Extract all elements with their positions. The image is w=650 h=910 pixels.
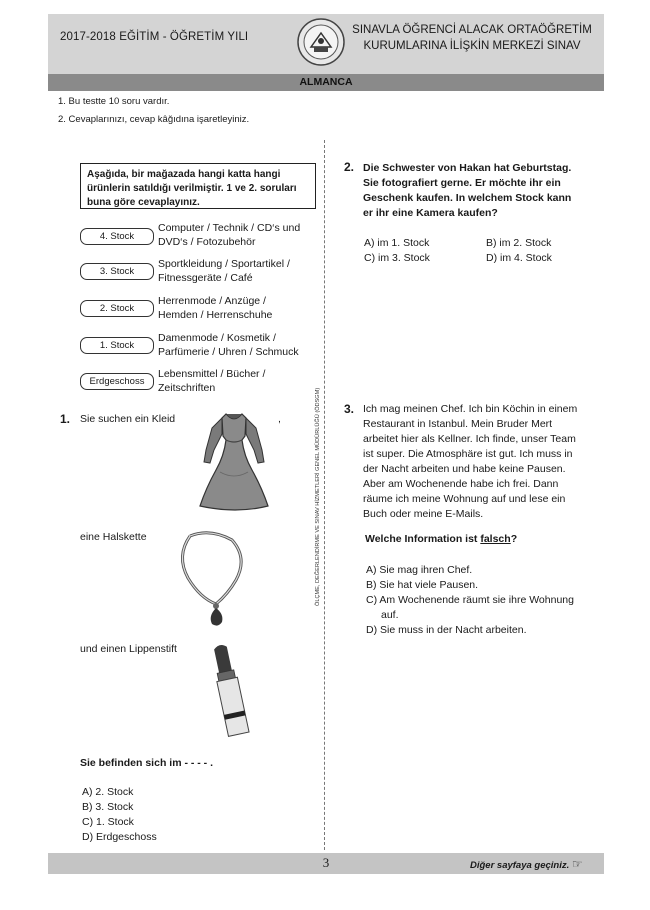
q3-passage-line7: räume ich meine Wohnung auf und lese ein bbox=[363, 493, 566, 505]
q3-option-b[interactable]: B) Sie hat viele Pausen. bbox=[366, 579, 479, 591]
q1-option-d[interactable]: D) Erdgeschoss bbox=[82, 831, 157, 843]
floor-label-4: 4. Stock bbox=[80, 228, 154, 245]
ministry-logo-icon bbox=[296, 17, 346, 67]
floor-items-ground-line1: Lebensmittel / Bücher / bbox=[158, 368, 266, 380]
q3-passage-line4: ist super. Die Atmosphäre ist gut. Ich muss in bbox=[363, 448, 573, 460]
q2-stem-line4: er ihr eine Kamera kaufen? bbox=[363, 207, 498, 219]
q3-question-suffix: ? bbox=[510, 533, 518, 545]
q3-passage-line2: Restaurant in Istanbul. Mein Bruder Mert bbox=[363, 418, 553, 430]
lead-box: Aşağıda, bir mağazada hangi katta hangi ürünlerin satıldığı verilmiştir. 1 ve 2. soruları buna göre cevaplayınız. bbox=[80, 163, 316, 209]
floor-label-ground: Erdgeschoss bbox=[80, 373, 154, 390]
q3-passage-line1: Ich mag meinen Chef. Ich bin Köchin in einem bbox=[363, 403, 578, 415]
q3-number: 3. bbox=[344, 402, 355, 416]
floor-items-2 bbox=[158, 294, 320, 322]
q2-stem-line3: Geschenk kaufen. In welchem Stock kann bbox=[363, 192, 572, 204]
q3-passage-line5: der Nacht arbeiten und habe keine Pausen. bbox=[363, 463, 566, 475]
instruction-1: 1. Bu testte 10 soru vardır. bbox=[58, 96, 170, 107]
floor-label-2: 2. Stock bbox=[80, 300, 154, 317]
q2-option-b[interactable]: B) im 2. Stock bbox=[486, 237, 552, 249]
q3-question-prefix: Welche Information ist bbox=[365, 533, 481, 545]
exam-title bbox=[352, 22, 592, 54]
floor-items-1-line1: Damenmode / Kosmetik / bbox=[158, 332, 276, 344]
subject-title: ALMANCA bbox=[299, 76, 353, 88]
q1-question: Sie befinden sich im - - - - . bbox=[80, 757, 214, 769]
next-page-text: Diğer sayfaya geçiniz. bbox=[470, 860, 570, 871]
q3-passage-line8: Buch oder meine E-Mails. bbox=[363, 508, 484, 520]
q3-question bbox=[365, 532, 517, 547]
necklace-icon bbox=[170, 528, 260, 628]
exam-year: 2017-2018 EĞİTİM - ÖĞRETİM YILI bbox=[60, 31, 249, 43]
q3-option-c[interactable]: C) Am Wochenende räumt sie ihre Wohnung bbox=[366, 594, 574, 606]
q2-option-c[interactable]: C) im 3. Stock bbox=[364, 252, 430, 264]
next-page-note bbox=[470, 857, 583, 871]
floor-items-1 bbox=[158, 331, 320, 359]
floor-items-2-line2: Hemden / Herrenschuhe bbox=[158, 309, 273, 321]
floor-items-2-line1: Herrenmode / Anzüge / bbox=[158, 295, 266, 307]
page-number: 3 bbox=[322, 855, 330, 870]
dress-icon bbox=[196, 410, 272, 514]
floor-label-3: 3. Stock bbox=[80, 263, 154, 280]
q2-number: 2. bbox=[344, 160, 355, 174]
floor-items-3-line1: Sportkleidung / Sportartikel / bbox=[158, 258, 290, 270]
q3-passage-line3: arbeitet hier als Kellner. Ich finde, unser Team bbox=[363, 433, 576, 445]
floor-items-4-line2: DVD‘s / Fotozubehör bbox=[158, 236, 256, 248]
q1-text-lippenstift: und einen Lippenstift bbox=[80, 643, 177, 655]
floor-items-4-line1: Computer / Technik / CD‘s und bbox=[158, 222, 301, 234]
floor-items-3-line2: Fitnessgeräte / Café bbox=[158, 272, 253, 284]
vertical-footer bbox=[307, 360, 325, 610]
q1-option-b[interactable]: B) 3. Stock bbox=[82, 801, 134, 813]
instruction-2: 2. Cevaplarınızı, cevap kâğıdına işaretleyiniz. bbox=[58, 114, 250, 125]
q3-passage-line6: Aber am Wochenende habe ich frei. Dann bbox=[363, 478, 559, 490]
floor-items-1-line2: Parfümerie / Uhren / Schmuck bbox=[158, 346, 299, 358]
q2-stem-line2: Sie fotografiert gerne. Er möchte ihr ein bbox=[363, 177, 561, 189]
q2-stem bbox=[363, 161, 603, 221]
q1-comma: , bbox=[278, 413, 281, 425]
exam-title-line2: KURUMLARINA İLİŞKİN MERKEZİ SINAV bbox=[363, 40, 581, 52]
q2-option-a[interactable]: A) im 1. Stock bbox=[364, 237, 430, 249]
lipstick-icon bbox=[210, 640, 260, 740]
q3-option-c-cont[interactable]: auf. bbox=[381, 609, 399, 621]
q3-option-d[interactable]: D) Sie muss in der Nacht arbeiten. bbox=[366, 624, 527, 636]
floor-items-ground-line2: Zeitschriften bbox=[158, 382, 216, 394]
q3-passage bbox=[363, 402, 608, 522]
q3-question-underlined: falsch bbox=[480, 533, 511, 545]
floor-items-ground bbox=[158, 367, 320, 395]
q1-number: 1. bbox=[60, 412, 71, 426]
floor-label-1: 1. Stock bbox=[80, 337, 154, 354]
pointing-hand-icon: ☞ bbox=[571, 857, 583, 871]
floor-items-4 bbox=[158, 221, 320, 249]
q1-text-halskette: eine Halskette bbox=[80, 531, 147, 543]
exam-title-line1: SINAVLA ÖĞRENCİ ALACAK ORTAÖĞRETİM bbox=[352, 24, 592, 36]
vertical-footer-text: ÖLÇME, DEĞERLENDİRME VE SINAV HİZMETLERİ GENEL MÜDÜRLÜĞÜ (ÖDSGM) bbox=[315, 387, 321, 606]
q2-option-d[interactable]: D) im 4. Stock bbox=[486, 252, 552, 264]
q1-text-kleid: Sie suchen ein Kleid bbox=[80, 413, 176, 425]
q1-option-a[interactable]: A) 2. Stock bbox=[82, 786, 134, 798]
q3-option-a[interactable]: A) Sie mag ihren Chef. bbox=[366, 564, 473, 576]
floor-items-3 bbox=[158, 257, 320, 285]
q2-stem-line1: Die Schwester von Hakan hat Geburtstag. bbox=[363, 162, 572, 174]
q1-option-c[interactable]: C) 1. Stock bbox=[82, 816, 134, 828]
